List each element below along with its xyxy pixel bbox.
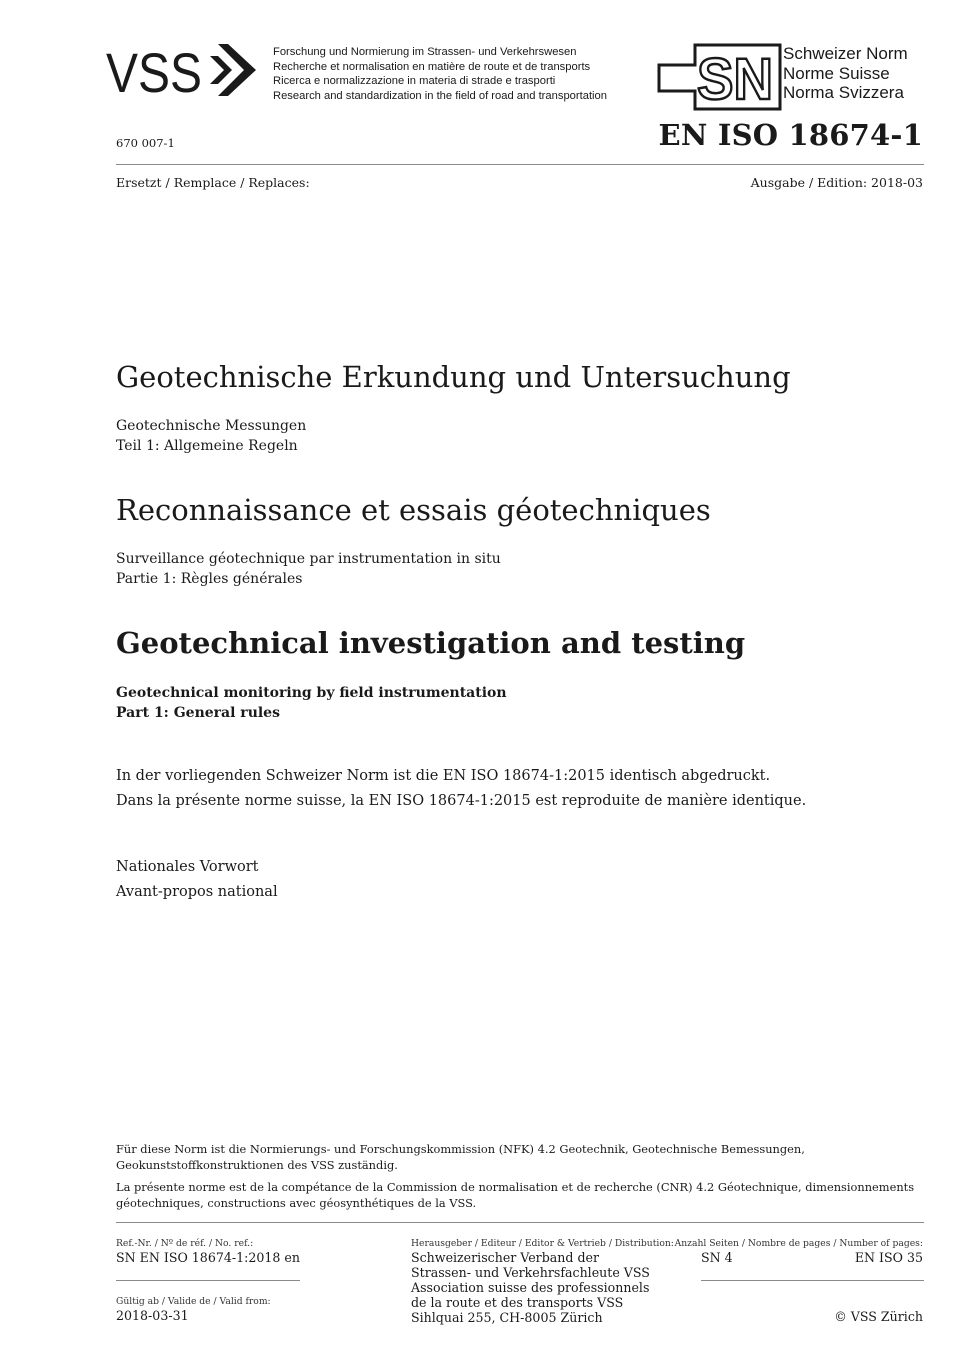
pages-label: Anzahl Seiten / Nombre de pages / Number of pages:: [674, 1238, 923, 1249]
vss-logo: [106, 40, 266, 100]
subtitle-fr-line2: Partie 1: Règles générales: [116, 571, 303, 587]
footer-divider: [116, 1222, 924, 1223]
statement-de: In der vorliegenden Schweizer Norm ist die EN ISO 18674-1:2015 identisch abgedruckt.: [116, 768, 771, 784]
sn-norm-de: Schweizer Norm: [783, 44, 908, 63]
sn-norm-fr: Norme Suisse: [783, 63, 890, 83]
sn-norm-names: [783, 44, 908, 103]
vss-tagline-line: Ricerca e normalizzazione in materia di strade e trasporti: [273, 75, 556, 87]
vss-tagline: [273, 45, 607, 103]
title-fr: Reconnaissance et essais géotechniques: [116, 493, 711, 527]
vss-tagline-line: Research and standardization in the field of road and transportation: [273, 89, 607, 102]
document-number: 670 007-1: [116, 136, 175, 150]
publisher-line: de la route et des transports VSS: [411, 1295, 624, 1310]
competence-de: Für diese Norm ist die Normierungs- und Forschungskommission (NFK) 4.2 Geotechnik, Geotechnische Bemessungen, Geokunststoffkonstruktionen des VSS zuständig.: [116, 1142, 805, 1172]
sn-norm-it: Norma Svizzera: [783, 83, 904, 102]
standard-title: EN ISO 18674-1: [658, 118, 923, 152]
sn-logo: [655, 43, 783, 113]
vss-tagline-line: Forschung und Normierung im Strassen- und Verkehrswesen: [273, 46, 577, 58]
ref-label: Ref.-Nr. / Nº de réf. / No. ref.:: [116, 1238, 254, 1249]
subtitle-en-line2: Part 1: General rules: [116, 705, 280, 721]
statement-fr: Dans la présente norme suisse, la EN ISO 18674-1:2015 est reproduite de manière identique.: [116, 793, 807, 809]
valid-label: Gültig ab / Valide de / Valid from:: [116, 1296, 271, 1307]
title-de: Geotechnische Erkundung und Untersuchung: [116, 360, 791, 394]
ref-divider: [116, 1280, 300, 1281]
publisher-line: Strassen- und Verkehrsfachleute VSS: [411, 1265, 650, 1280]
header-divider: [116, 164, 924, 165]
subtitle-de-line2: Teil 1: Allgemeine Regeln: [116, 438, 298, 454]
pages-en: EN ISO 35: [854, 1250, 923, 1265]
subtitle-de-line1: Geotechnische Messungen: [116, 418, 307, 434]
publisher-address: [411, 1250, 650, 1325]
vss-tagline-line: Recherche et normalisation en matière de route et de transports: [273, 60, 591, 73]
subtitle-fr: [116, 549, 501, 589]
foreword-de: Nationales Vorwort: [116, 859, 259, 875]
subtitle-en-line1: Geotechnical monitoring by field instrumentation: [116, 685, 507, 701]
pages-sn: SN 4: [701, 1250, 733, 1265]
replaces-label: Ersetzt / Remplace / Replaces:: [116, 175, 310, 190]
publisher-line: Sihlquai 255, CH-8005 Zürich: [411, 1310, 603, 1325]
publisher-line: Schweizerischer Verband der: [411, 1250, 599, 1265]
vss-logo-text: VSS: [106, 41, 202, 100]
sn-logo-text: SN: [697, 47, 773, 112]
subtitle-en: [116, 683, 507, 723]
pages-divider: [701, 1280, 924, 1281]
subtitle-de: [116, 416, 306, 456]
edition-label: Ausgabe / Edition: 2018-03: [750, 175, 923, 190]
foreword-fr: Avant-propos national: [116, 884, 278, 900]
competence-fr: La présente norme est de la compétance de la Commission de normalisation et de recherche (CNR) 4.2 Géotechnique, dimensionnements géotechniques, constructions avec géosynthétiques de la VSS.: [116, 1180, 915, 1210]
subtitle-fr-line1: Surveillance géotechnique par instrumentation in situ: [116, 551, 501, 567]
publisher-label: Herausgeber / Editeur / Editor & Vertrieb / Distribution:: [411, 1238, 674, 1249]
ref-value: SN EN ISO 18674-1:2018 en: [116, 1250, 300, 1265]
title-en: Geotechnical investigation and testing: [116, 626, 746, 660]
copyright: © VSS Zürich: [834, 1309, 923, 1324]
publisher-line: Association suisse des professionnels: [411, 1280, 650, 1295]
valid-value: 2018-03-31: [116, 1308, 189, 1323]
